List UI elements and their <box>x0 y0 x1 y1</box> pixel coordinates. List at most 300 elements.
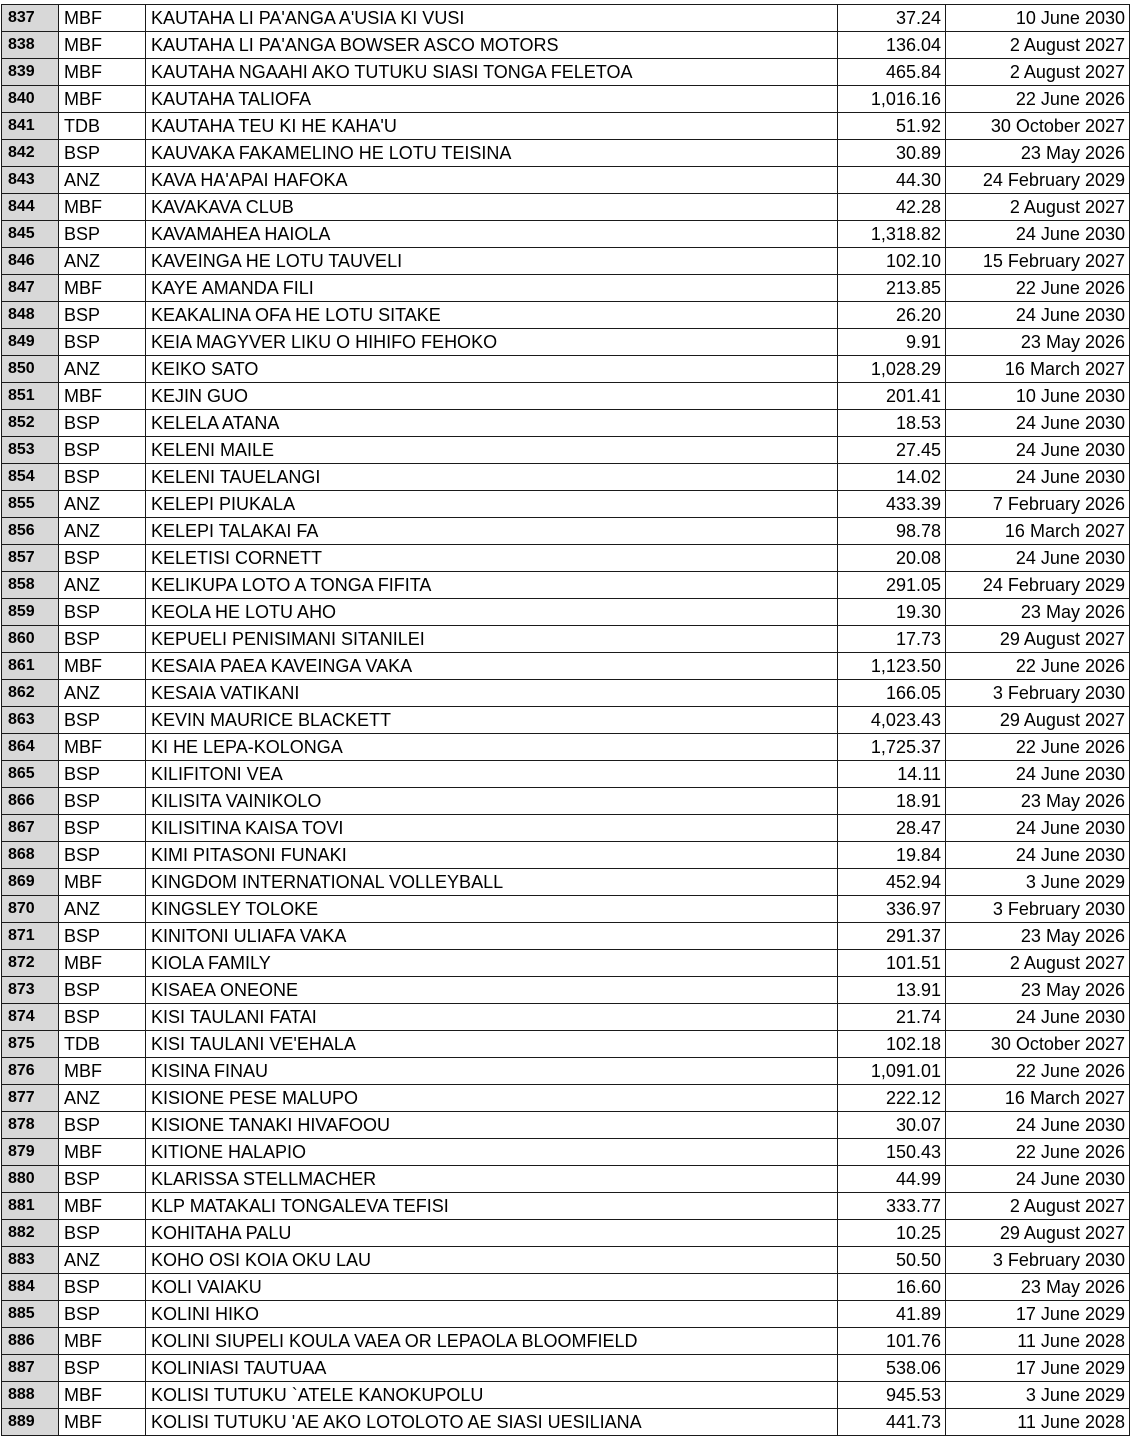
date-cell: 15 February 2027 <box>946 248 1130 275</box>
table-row <box>2 788 1130 815</box>
date-cell: 24 June 2030 <box>946 464 1130 491</box>
account-name-cell: KESAIA PAEA KAVEINGA VAKA <box>146 653 838 680</box>
row-number-cell: 888 <box>2 1382 59 1409</box>
account-name-cell: KISI TAULANI FATAI <box>146 1004 838 1031</box>
bank-code-cell: TDB <box>59 1031 146 1058</box>
row-number-cell: 848 <box>2 302 59 329</box>
account-name-cell: KAUTAHA TALIOFA <box>146 86 838 113</box>
account-name-cell: KOLINI HIKO <box>146 1301 838 1328</box>
date-cell: 23 May 2026 <box>946 1274 1130 1301</box>
table-row <box>2 1328 1130 1355</box>
amount-cell: 10.25 <box>838 1220 946 1247</box>
row-number-cell: 843 <box>2 167 59 194</box>
row-number-cell: 879 <box>2 1139 59 1166</box>
date-cell: 2 August 2027 <box>946 194 1130 221</box>
date-cell: 2 August 2027 <box>946 59 1130 86</box>
bank-code-cell: MBF <box>59 1193 146 1220</box>
row-number-cell: 865 <box>2 761 59 788</box>
table-row <box>2 1193 1130 1220</box>
row-number-cell: 852 <box>2 410 59 437</box>
bank-code-cell: MBF <box>59 59 146 86</box>
date-cell: 23 May 2026 <box>946 599 1130 626</box>
row-number-cell: 883 <box>2 1247 59 1274</box>
table-row <box>2 653 1130 680</box>
date-cell: 22 June 2026 <box>946 1139 1130 1166</box>
table-row <box>2 734 1130 761</box>
account-name-cell: KEVIN MAURICE BLACKETT <box>146 707 838 734</box>
row-number-cell: 887 <box>2 1355 59 1382</box>
date-cell: 23 May 2026 <box>946 140 1130 167</box>
date-cell: 24 June 2030 <box>946 221 1130 248</box>
row-number-cell: 842 <box>2 140 59 167</box>
bank-code-cell: BSP <box>59 329 146 356</box>
date-cell: 23 May 2026 <box>946 329 1130 356</box>
date-cell: 2 August 2027 <box>946 1193 1130 1220</box>
account-name-cell: KOLINI SIUPELI KOULA VAEA OR LEPAOLA BLOOMFIELD <box>146 1328 838 1355</box>
date-cell: 24 June 2030 <box>946 1166 1130 1193</box>
account-name-cell: KISI TAULANI VE'EHALA <box>146 1031 838 1058</box>
row-number-cell: 863 <box>2 707 59 734</box>
account-name-cell: KINGDOM INTERNATIONAL VOLLEYBALL <box>146 869 838 896</box>
account-name-cell: KEIA MAGYVER LIKU O HIHIFO FEHOKO <box>146 329 838 356</box>
bank-code-cell: ANZ <box>59 680 146 707</box>
date-cell: 24 June 2030 <box>946 437 1130 464</box>
table-row <box>2 356 1130 383</box>
amount-cell: 51.92 <box>838 113 946 140</box>
date-cell: 10 June 2030 <box>946 383 1130 410</box>
table-row <box>2 1004 1130 1031</box>
bank-code-cell: MBF <box>59 1328 146 1355</box>
bank-code-cell: MBF <box>59 86 146 113</box>
table-row <box>2 1220 1130 1247</box>
row-number-cell: 844 <box>2 194 59 221</box>
date-cell: 29 August 2027 <box>946 1220 1130 1247</box>
amount-cell: 37.24 <box>838 5 946 32</box>
table-row <box>2 626 1130 653</box>
table-row <box>2 761 1130 788</box>
amount-cell: 1,091.01 <box>838 1058 946 1085</box>
account-name-cell: KOLISI TUTUKU `ATELE KANOKUPOLU <box>146 1382 838 1409</box>
bank-code-cell: ANZ <box>59 491 146 518</box>
amount-cell: 1,318.82 <box>838 221 946 248</box>
date-cell: 23 May 2026 <box>946 923 1130 950</box>
bank-code-cell: MBF <box>59 653 146 680</box>
table-row <box>2 59 1130 86</box>
account-name-cell: KAUTAHA LI PA'ANGA BOWSER ASCO MOTORS <box>146 32 838 59</box>
table-row <box>2 842 1130 869</box>
bank-code-cell: BSP <box>59 1166 146 1193</box>
amount-cell: 9.91 <box>838 329 946 356</box>
amount-cell: 291.05 <box>838 572 946 599</box>
row-number-cell: 859 <box>2 599 59 626</box>
date-cell: 24 February 2029 <box>946 167 1130 194</box>
date-cell: 24 June 2030 <box>946 302 1130 329</box>
account-name-cell: KISAEA ONEONE <box>146 977 838 1004</box>
amount-cell: 14.11 <box>838 761 946 788</box>
row-number-cell: 837 <box>2 5 59 32</box>
table-row <box>2 599 1130 626</box>
table-row <box>2 248 1130 275</box>
table-row <box>2 896 1130 923</box>
account-name-cell: KAYE AMANDA FILI <box>146 275 838 302</box>
amount-cell: 19.84 <box>838 842 946 869</box>
bank-code-cell: BSP <box>59 1220 146 1247</box>
amount-cell: 14.02 <box>838 464 946 491</box>
accounts-table-body <box>2 5 1130 1436</box>
bank-code-cell: BSP <box>59 788 146 815</box>
amount-cell: 150.43 <box>838 1139 946 1166</box>
row-number-cell: 839 <box>2 59 59 86</box>
table-row <box>2 518 1130 545</box>
amount-cell: 102.10 <box>838 248 946 275</box>
amount-cell: 18.91 <box>838 788 946 815</box>
amount-cell: 30.07 <box>838 1112 946 1139</box>
table-row <box>2 1409 1130 1436</box>
account-name-cell: KISINA FINAU <box>146 1058 838 1085</box>
amount-cell: 101.76 <box>838 1328 946 1355</box>
table-row <box>2 437 1130 464</box>
date-cell: 29 August 2027 <box>946 707 1130 734</box>
table-row <box>2 545 1130 572</box>
amount-cell: 20.08 <box>838 545 946 572</box>
amount-cell: 945.53 <box>838 1382 946 1409</box>
table-row <box>2 1166 1130 1193</box>
bank-code-cell: BSP <box>59 221 146 248</box>
amount-cell: 291.37 <box>838 923 946 950</box>
amount-cell: 50.50 <box>838 1247 946 1274</box>
row-number-cell: 847 <box>2 275 59 302</box>
date-cell: 17 June 2029 <box>946 1355 1130 1382</box>
date-cell: 2 August 2027 <box>946 32 1130 59</box>
account-name-cell: KAVA HA'APAI HAFOKA <box>146 167 838 194</box>
bank-code-cell: MBF <box>59 1139 146 1166</box>
bank-code-cell: ANZ <box>59 572 146 599</box>
date-cell: 24 June 2030 <box>946 545 1130 572</box>
account-name-cell: KAVAMAHEA HAIOLA <box>146 221 838 248</box>
row-number-cell: 851 <box>2 383 59 410</box>
table-row <box>2 194 1130 221</box>
row-number-cell: 841 <box>2 113 59 140</box>
amount-cell: 166.05 <box>838 680 946 707</box>
accounts-table <box>1 4 1130 1436</box>
account-name-cell: KEOLA HE LOTU AHO <box>146 599 838 626</box>
amount-cell: 13.91 <box>838 977 946 1004</box>
row-number-cell: 875 <box>2 1031 59 1058</box>
account-name-cell: KELELA ATANA <box>146 410 838 437</box>
bank-code-cell: BSP <box>59 599 146 626</box>
account-name-cell: KIOLA FAMILY <box>146 950 838 977</box>
row-number-cell: 853 <box>2 437 59 464</box>
row-number-cell: 855 <box>2 491 59 518</box>
amount-cell: 465.84 <box>838 59 946 86</box>
row-number-cell: 858 <box>2 572 59 599</box>
account-name-cell: KELENI TAUELANGI <box>146 464 838 491</box>
amount-cell: 201.41 <box>838 383 946 410</box>
account-name-cell: KISIONE PESE MALUPO <box>146 1085 838 1112</box>
bank-code-cell: ANZ <box>59 1085 146 1112</box>
bank-code-cell: BSP <box>59 1274 146 1301</box>
date-cell: 24 June 2030 <box>946 410 1130 437</box>
amount-cell: 21.74 <box>838 1004 946 1031</box>
bank-code-cell: MBF <box>59 5 146 32</box>
account-name-cell: KELENI MAILE <box>146 437 838 464</box>
date-cell: 22 June 2026 <box>946 1058 1130 1085</box>
row-number-cell: 866 <box>2 788 59 815</box>
row-number-cell: 882 <box>2 1220 59 1247</box>
account-name-cell: KAVEINGA HE LOTU TAUVELI <box>146 248 838 275</box>
amount-cell: 441.73 <box>838 1409 946 1436</box>
amount-cell: 41.89 <box>838 1301 946 1328</box>
account-name-cell: KILIFITONI VEA <box>146 761 838 788</box>
row-number-cell: 878 <box>2 1112 59 1139</box>
table-row <box>2 113 1130 140</box>
amount-cell: 213.85 <box>838 275 946 302</box>
date-cell: 16 March 2027 <box>946 356 1130 383</box>
date-cell: 24 June 2030 <box>946 761 1130 788</box>
row-number-cell: 850 <box>2 356 59 383</box>
bank-code-cell: MBF <box>59 1058 146 1085</box>
row-number-cell: 846 <box>2 248 59 275</box>
account-name-cell: KI HE LEPA-KOLONGA <box>146 734 838 761</box>
bank-code-cell: MBF <box>59 275 146 302</box>
account-name-cell: KAUVAKA FAKAMELINO HE LOTU TEISINA <box>146 140 838 167</box>
bank-code-cell: BSP <box>59 140 146 167</box>
date-cell: 30 October 2027 <box>946 113 1130 140</box>
bank-code-cell: ANZ <box>59 518 146 545</box>
date-cell: 23 May 2026 <box>946 788 1130 815</box>
account-name-cell: KOHITAHA PALU <box>146 1220 838 1247</box>
bank-code-cell: BSP <box>59 1112 146 1139</box>
row-number-cell: 845 <box>2 221 59 248</box>
row-number-cell: 856 <box>2 518 59 545</box>
row-number-cell: 884 <box>2 1274 59 1301</box>
account-name-cell: KEJIN GUO <box>146 383 838 410</box>
bank-code-cell: MBF <box>59 383 146 410</box>
bank-code-cell: MBF <box>59 950 146 977</box>
row-number-cell: 867 <box>2 815 59 842</box>
table-row <box>2 5 1130 32</box>
table-row <box>2 572 1130 599</box>
table-row <box>2 1274 1130 1301</box>
row-number-cell: 873 <box>2 977 59 1004</box>
date-cell: 22 June 2026 <box>946 734 1130 761</box>
row-number-cell: 881 <box>2 1193 59 1220</box>
amount-cell: 101.51 <box>838 950 946 977</box>
bank-code-cell: MBF <box>59 32 146 59</box>
amount-cell: 333.77 <box>838 1193 946 1220</box>
amount-cell: 433.39 <box>838 491 946 518</box>
row-number-cell: 857 <box>2 545 59 572</box>
date-cell: 16 March 2027 <box>946 518 1130 545</box>
amount-cell: 1,028.29 <box>838 356 946 383</box>
row-number-cell: 861 <box>2 653 59 680</box>
date-cell: 24 June 2030 <box>946 815 1130 842</box>
table-row <box>2 167 1130 194</box>
account-name-cell: KELEPI PIUKALA <box>146 491 838 518</box>
table-row <box>2 1139 1130 1166</box>
account-name-cell: KITIONE HALAPIO <box>146 1139 838 1166</box>
account-name-cell: KINGSLEY TOLOKE <box>146 896 838 923</box>
row-number-cell: 872 <box>2 950 59 977</box>
bank-code-cell: BSP <box>59 761 146 788</box>
amount-cell: 1,725.37 <box>838 734 946 761</box>
date-cell: 3 February 2030 <box>946 680 1130 707</box>
account-name-cell: KEIKO SATO <box>146 356 838 383</box>
bank-code-cell: BSP <box>59 464 146 491</box>
row-number-cell: 886 <box>2 1328 59 1355</box>
table-row <box>2 1382 1130 1409</box>
amount-cell: 19.30 <box>838 599 946 626</box>
row-number-cell: 885 <box>2 1301 59 1328</box>
account-name-cell: KOLISI TUTUKU 'AE AKO LOTOLOTO AE SIASI UESILIANA <box>146 1409 838 1436</box>
date-cell: 10 June 2030 <box>946 5 1130 32</box>
table-row <box>2 464 1130 491</box>
account-name-cell: KILISITINA KAISA TOVI <box>146 815 838 842</box>
row-number-cell: 860 <box>2 626 59 653</box>
bank-code-cell: BSP <box>59 410 146 437</box>
amount-cell: 42.28 <box>838 194 946 221</box>
bank-code-cell: BSP <box>59 545 146 572</box>
date-cell: 29 August 2027 <box>946 626 1130 653</box>
bank-code-cell: ANZ <box>59 896 146 923</box>
date-cell: 23 May 2026 <box>946 977 1130 1004</box>
bank-code-cell: ANZ <box>59 167 146 194</box>
row-number-cell: 889 <box>2 1409 59 1436</box>
table-row <box>2 140 1130 167</box>
account-name-cell: KISIONE TANAKI HIVAFOOU <box>146 1112 838 1139</box>
amount-cell: 44.30 <box>838 167 946 194</box>
amount-cell: 30.89 <box>838 140 946 167</box>
bank-code-cell: MBF <box>59 734 146 761</box>
date-cell: 3 February 2030 <box>946 896 1130 923</box>
table-row <box>2 410 1130 437</box>
account-name-cell: KESAIA VATIKANI <box>146 680 838 707</box>
row-number-cell: 864 <box>2 734 59 761</box>
amount-cell: 26.20 <box>838 302 946 329</box>
amount-cell: 17.73 <box>838 626 946 653</box>
bank-code-cell: BSP <box>59 302 146 329</box>
row-number-cell: 870 <box>2 896 59 923</box>
bank-code-cell: BSP <box>59 923 146 950</box>
bank-code-cell: BSP <box>59 842 146 869</box>
row-number-cell: 868 <box>2 842 59 869</box>
bank-code-cell: TDB <box>59 113 146 140</box>
date-cell: 30 October 2027 <box>946 1031 1130 1058</box>
table-row <box>2 1112 1130 1139</box>
table-row <box>2 86 1130 113</box>
bank-code-cell: MBF <box>59 194 146 221</box>
amount-cell: 18.53 <box>838 410 946 437</box>
date-cell: 24 June 2030 <box>946 1004 1130 1031</box>
amount-cell: 27.45 <box>838 437 946 464</box>
bank-code-cell: MBF <box>59 1409 146 1436</box>
row-number-cell: 869 <box>2 869 59 896</box>
bank-code-cell: ANZ <box>59 248 146 275</box>
row-number-cell: 877 <box>2 1085 59 1112</box>
account-name-cell: KOHO OSI KOIA OKU LAU <box>146 1247 838 1274</box>
date-cell: 22 June 2026 <box>946 653 1130 680</box>
amount-cell: 1,123.50 <box>838 653 946 680</box>
table-row <box>2 1247 1130 1274</box>
table-row <box>2 869 1130 896</box>
bank-code-cell: BSP <box>59 626 146 653</box>
amount-cell: 16.60 <box>838 1274 946 1301</box>
amount-cell: 452.94 <box>838 869 946 896</box>
account-name-cell: KELEPI TALAKAI FA <box>146 518 838 545</box>
account-name-cell: KAUTAHA LI PA'ANGA A'USIA KI VUSI <box>146 5 838 32</box>
bank-code-cell: BSP <box>59 1004 146 1031</box>
row-number-cell: 862 <box>2 680 59 707</box>
table-row <box>2 383 1130 410</box>
account-name-cell: KAVAKAVA CLUB <box>146 194 838 221</box>
row-number-cell: 876 <box>2 1058 59 1085</box>
bank-code-cell: BSP <box>59 707 146 734</box>
amount-cell: 222.12 <box>838 1085 946 1112</box>
account-name-cell: KAUTAHA TEU KI HE KAHA'U <box>146 113 838 140</box>
account-name-cell: KELIKUPA LOTO A TONGA FIFITA <box>146 572 838 599</box>
table-row <box>2 1085 1130 1112</box>
table-row <box>2 680 1130 707</box>
date-cell: 2 August 2027 <box>946 950 1130 977</box>
table-row <box>2 329 1130 356</box>
account-name-cell: KELETISI CORNETT <box>146 545 838 572</box>
table-row <box>2 815 1130 842</box>
amount-cell: 28.47 <box>838 815 946 842</box>
table-row <box>2 275 1130 302</box>
date-cell: 11 June 2028 <box>946 1328 1130 1355</box>
table-row <box>2 923 1130 950</box>
bank-code-cell: MBF <box>59 869 146 896</box>
row-number-cell: 854 <box>2 464 59 491</box>
bank-code-cell: ANZ <box>59 1247 146 1274</box>
account-name-cell: KEAKALINA OFA HE LOTU SITAKE <box>146 302 838 329</box>
bank-code-cell: BSP <box>59 815 146 842</box>
bank-code-cell: BSP <box>59 977 146 1004</box>
account-name-cell: KLP MATAKALI TONGALEVA TEFISI <box>146 1193 838 1220</box>
account-name-cell: KOLINIASI TAUTUAA <box>146 1355 838 1382</box>
table-row <box>2 1031 1130 1058</box>
amount-cell: 1,016.16 <box>838 86 946 113</box>
amount-cell: 98.78 <box>838 518 946 545</box>
table-row <box>2 1301 1130 1328</box>
bank-code-cell: MBF <box>59 1382 146 1409</box>
bank-code-cell: BSP <box>59 1301 146 1328</box>
date-cell: 22 June 2026 <box>946 275 1130 302</box>
bank-code-cell: ANZ <box>59 356 146 383</box>
date-cell: 7 February 2026 <box>946 491 1130 518</box>
account-name-cell: KILISITA VAINIKOLO <box>146 788 838 815</box>
date-cell: 3 June 2029 <box>946 869 1130 896</box>
row-number-cell: 874 <box>2 1004 59 1031</box>
date-cell: 24 February 2029 <box>946 572 1130 599</box>
bank-code-cell: BSP <box>59 437 146 464</box>
table-row <box>2 950 1130 977</box>
table-row <box>2 1058 1130 1085</box>
date-cell: 11 June 2028 <box>946 1409 1130 1436</box>
row-number-cell: 838 <box>2 32 59 59</box>
table-row <box>2 32 1130 59</box>
date-cell: 24 June 2030 <box>946 1112 1130 1139</box>
account-name-cell: KAUTAHA NGAAHI AKO TUTUKU SIASI TONGA FELETOA <box>146 59 838 86</box>
amount-cell: 336.97 <box>838 896 946 923</box>
amount-cell: 4,023.43 <box>838 707 946 734</box>
table-row <box>2 302 1130 329</box>
amount-cell: 102.18 <box>838 1031 946 1058</box>
account-name-cell: KOLI VAIAKU <box>146 1274 838 1301</box>
row-number-cell: 880 <box>2 1166 59 1193</box>
table-row <box>2 977 1130 1004</box>
date-cell: 3 February 2030 <box>946 1247 1130 1274</box>
